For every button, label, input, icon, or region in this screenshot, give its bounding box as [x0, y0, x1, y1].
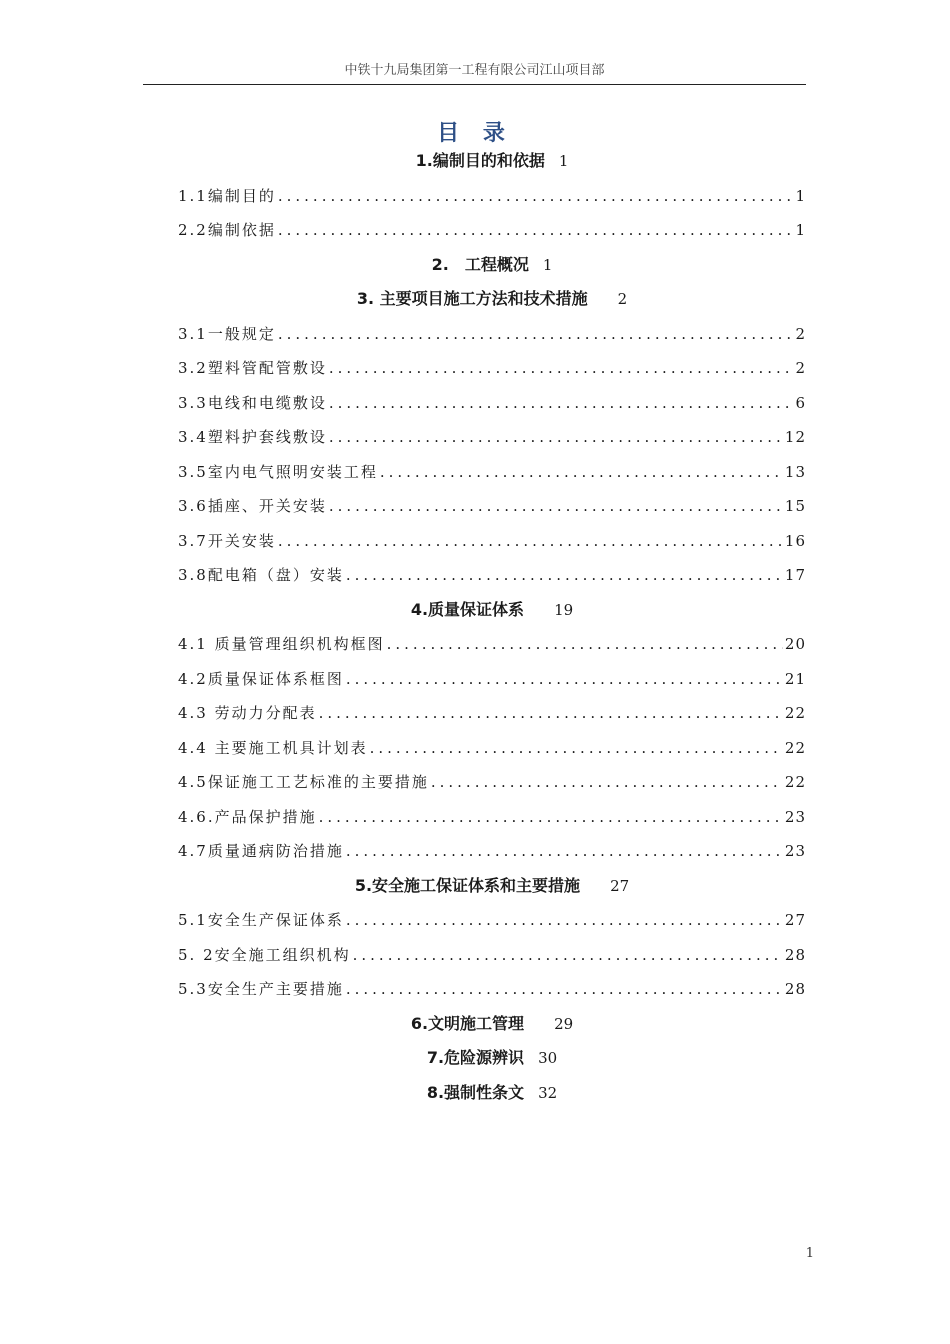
toc-section-label: 7.危险源辨识	[426, 1048, 525, 1067]
toc-entry-3-6[interactable]	[178, 489, 806, 524]
toc-page-number: 22	[784, 704, 806, 722]
toc-title: 目 录	[437, 121, 513, 146]
toc-page-number: 27	[610, 876, 630, 895]
toc-entry-label: 4.4 主要施工机具计划表	[178, 738, 368, 757]
toc-leader-dots	[431, 765, 783, 800]
toc-page-number: 2	[795, 359, 806, 377]
toc-section-label: 4.质量保证体系	[410, 599, 525, 619]
toc-entry-label: 4.2质量保证体系框图	[178, 669, 344, 688]
toc-section-6[interactable]	[178, 1007, 806, 1042]
table-of-contents	[178, 144, 806, 1110]
toc-leader-dots	[278, 317, 794, 352]
toc-page-number: 29	[554, 1014, 574, 1033]
toc-entry-4-3[interactable]	[178, 696, 806, 731]
page-number: 1	[805, 1246, 814, 1261]
toc-page-number: 22	[784, 773, 806, 791]
toc-leader-dots	[329, 386, 794, 421]
toc-page-number: 17	[784, 566, 806, 584]
toc-leader-dots	[346, 558, 783, 593]
toc-section-label: 1.编制目的和依据	[415, 151, 545, 170]
toc-page-number: 1	[795, 221, 806, 239]
toc-entry-label: 4.7质量通病防治措施	[178, 842, 344, 860]
toc-page-number: 32	[538, 1083, 558, 1102]
toc-entry-4-7[interactable]	[178, 834, 806, 869]
toc-entry-4-5[interactable]	[178, 765, 806, 800]
toc-leader-dots	[319, 696, 783, 731]
toc-page-number: 28	[784, 945, 806, 964]
toc-page-number: 20	[784, 635, 806, 653]
toc-entry-label: 3.7开关安装	[178, 531, 276, 550]
toc-leader-dots	[319, 800, 783, 835]
toc-section-7[interactable]	[178, 1041, 806, 1076]
toc-page-number: 1	[795, 186, 806, 205]
toc-page-number: 23	[784, 842, 806, 860]
toc-section-2[interactable]	[178, 248, 806, 283]
toc-entry-4-1[interactable]	[178, 627, 806, 662]
toc-leader-dots	[278, 524, 783, 559]
toc-leader-dots	[346, 662, 783, 697]
toc-entry-label: 4.1 质量管理组织机构框图	[178, 635, 385, 653]
toc-entry-3-2[interactable]	[178, 351, 806, 386]
toc-leader-dots	[278, 213, 794, 248]
toc-leader-dots	[329, 351, 794, 386]
toc-entry-label: 5.3安全生产主要措施	[178, 980, 344, 998]
toc-page-number: 13	[784, 462, 806, 481]
header-text: 中铁十九局集团第一工程有限公司江山项目部	[344, 63, 605, 78]
toc-leader-dots	[346, 834, 783, 869]
toc-entry-3-8[interactable]	[178, 558, 806, 593]
page-header	[143, 62, 806, 85]
toc-page-number: 12	[784, 428, 806, 446]
toc-page-number: 21	[784, 669, 806, 688]
toc-entry-label: 5. 2安全施工组织机构	[178, 945, 351, 964]
toc-page-number: 1	[558, 152, 569, 170]
toc-page-number: 2	[795, 324, 806, 343]
toc-entry-5-1[interactable]	[178, 903, 806, 938]
toc-section-label: 3. 主要项目施工方法和技术措施	[356, 289, 588, 308]
toc-entry-label: 5.1安全生产保证体系	[178, 911, 344, 929]
toc-section-label: 6.文明施工管理	[410, 1013, 525, 1033]
toc-leader-dots	[278, 179, 794, 214]
toc-page-number: 30	[538, 1049, 558, 1067]
toc-entry-label: 4.5保证施工工艺标准的主要措施	[178, 773, 429, 791]
toc-leader-dots	[329, 420, 783, 455]
toc-page-number: 2	[617, 290, 628, 308]
toc-entry-label: 3.4塑料护套线敷设	[178, 428, 327, 446]
toc-page-number: 19	[554, 600, 574, 619]
toc-page-number: 23	[784, 807, 806, 826]
toc-entry-3-1[interactable]	[178, 317, 806, 352]
toc-page-number: 27	[784, 911, 806, 929]
toc-section-label: 2. 工程概况	[431, 254, 529, 274]
toc-entry-label: 3.5室内电气照明安装工程	[178, 462, 378, 481]
toc-entry-label: 3.6插座、开关安装	[178, 497, 327, 515]
toc-entry-label: 2.2编制依据	[178, 221, 276, 239]
toc-section-8[interactable]	[178, 1076, 806, 1111]
toc-leader-dots	[380, 455, 783, 490]
toc-entry-5-2[interactable]	[178, 938, 806, 973]
toc-leader-dots	[346, 972, 783, 1007]
toc-entry-label: 3.3电线和电缆敷设	[178, 393, 327, 412]
toc-entry-4-2[interactable]	[178, 662, 806, 697]
toc-entry-5-3[interactable]	[178, 972, 806, 1007]
toc-page-number: 1	[542, 255, 553, 274]
toc-page-number: 28	[784, 980, 806, 998]
toc-entry-3-4[interactable]	[178, 420, 806, 455]
toc-entry-label: 4.3 劳动力分配表	[178, 704, 317, 722]
toc-entry-label: 3.1一般规定	[178, 324, 276, 343]
toc-leader-dots	[370, 731, 783, 766]
toc-entry-4-4[interactable]	[178, 731, 806, 766]
toc-entry-label: 3.2塑料管配管敷设	[178, 359, 327, 377]
toc-page-number: 6	[795, 393, 806, 412]
toc-entry-label: 4.6.产品保护措施	[178, 807, 317, 826]
toc-section-label: 5.安全施工保证体系和主要措施	[354, 875, 581, 895]
toc-entry-label: 1.1编制目的	[178, 186, 276, 205]
toc-page-number: 22	[784, 738, 806, 757]
toc-section-4[interactable]	[178, 593, 806, 628]
toc-entry-4-6[interactable]	[178, 800, 806, 835]
toc-leader-dots	[353, 938, 783, 973]
toc-section-1[interactable]	[178, 144, 806, 179]
toc-entry-3-5[interactable]	[178, 455, 806, 490]
toc-leader-dots	[346, 903, 783, 938]
toc-section-label: 8.强制性条文	[426, 1082, 525, 1102]
toc-section-3[interactable]	[178, 282, 806, 317]
toc-entry-1-1[interactable]	[178, 179, 806, 214]
toc-leader-dots	[387, 627, 783, 662]
toc-entry-2-2[interactable]	[178, 213, 806, 248]
toc-page-number: 15	[784, 497, 806, 515]
toc-leader-dots	[329, 489, 783, 524]
toc-entry-3-3[interactable]	[178, 386, 806, 421]
toc-entry-label: 3.8配电箱（盘）安装	[178, 566, 344, 584]
toc-section-5[interactable]	[178, 869, 806, 904]
toc-entry-3-7[interactable]	[178, 524, 806, 559]
toc-page-number: 16	[784, 531, 806, 550]
